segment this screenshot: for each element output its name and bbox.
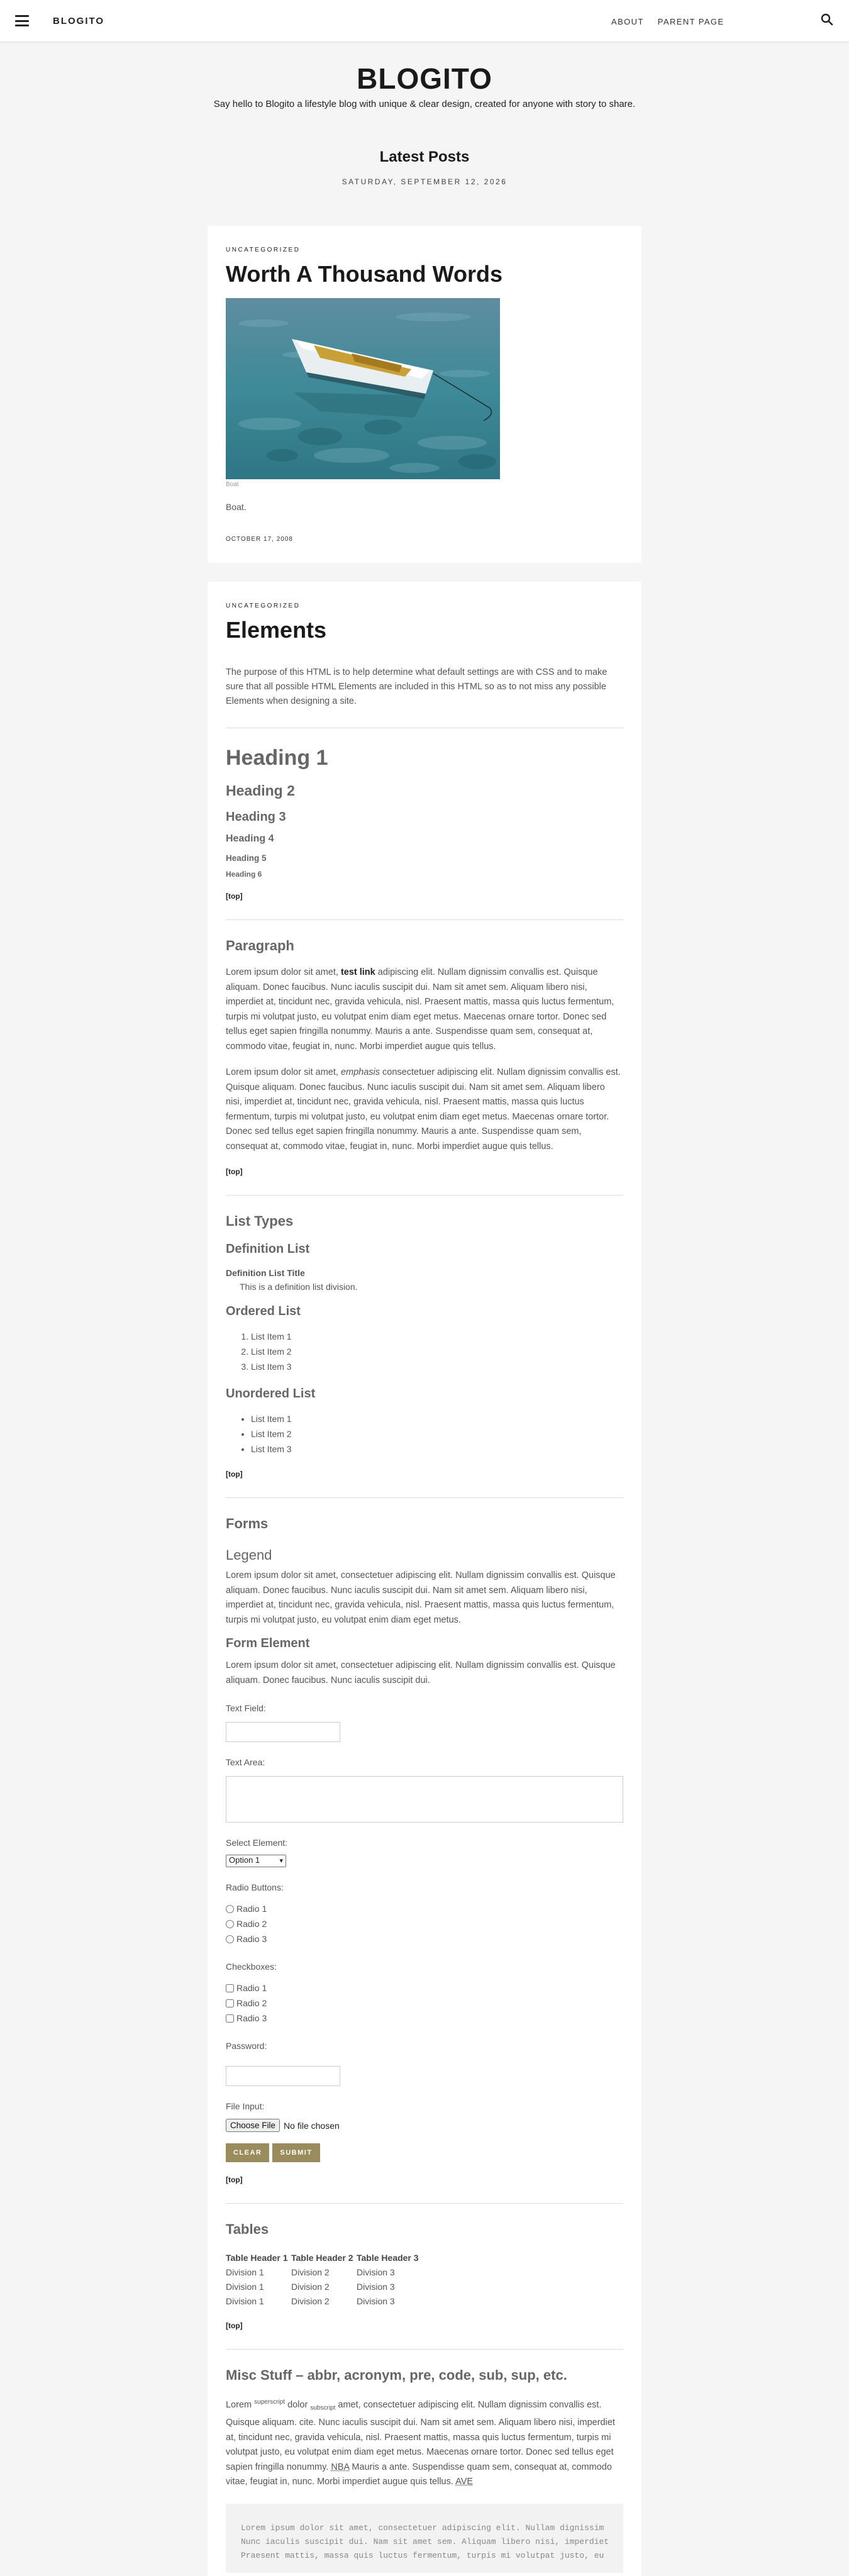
table-cell: Division 3 (357, 2267, 395, 2277)
site-header (0, 0, 849, 42)
top-link[interactable]: [top] (226, 1167, 243, 1176)
forms-heading: Forms (226, 1516, 269, 1531)
table-header: Table Header 2 (291, 2252, 353, 2263)
text-area-label: Text Area: (226, 1757, 265, 1767)
tables-heading: Tables (226, 2221, 269, 2237)
cite-text: cite (299, 2418, 314, 2428)
post-title[interactable]: Elements (226, 617, 327, 643)
post-card (208, 226, 641, 563)
list-item: 3. List Item 3 (251, 1359, 623, 1374)
paragraph-heading: Paragraph (226, 938, 294, 953)
table-row (226, 2279, 422, 2294)
top-link[interactable]: [top] (226, 1470, 243, 1479)
latest-posts-heading: Latest Posts (379, 148, 470, 165)
choose-file-button[interactable]: Choose File (226, 2119, 280, 2132)
checkboxes-label: Checkboxes: (226, 1962, 277, 1972)
heading-2: Heading 2 (226, 782, 295, 799)
misc-paragraph: Lorem $^{superscript}$ dolor $_{subscript}$ amet, consectetuer adipiscing elit. Nullam dignissim convallis est. Quisque aliquam. cite. Nunc iaculis suscipit dui. Nam sit amet sem. Aliquam libero nisi, imperdiet at, tincidunt nec, gravida vehicula, nisl. Praesent mattis, massa quis luctus fermentum, turpis mi volutpat justo, eu volutpat enim diam eget metus. Maecenas ornare tortor. Donec sed tellus eget sapien fringilla nonummy. NBA Mauris a ante. Suspendisse quam sem, consequat at, commodo vitae, feugiat in, nunc. Morbi imperdiet augue quis tellus. AVE (226, 2399, 615, 2487)
radio-group (226, 1901, 623, 1946)
checkbox-option[interactable]: Radio 1 (226, 1980, 623, 1996)
table-cell: Division 3 (357, 2296, 395, 2306)
table-row (226, 2294, 422, 2308)
brand-logo[interactable]: BLOGITO (53, 16, 105, 26)
clear-button[interactable]: CLEAR (226, 2143, 269, 2162)
table-cell: Division 3 (357, 2281, 395, 2292)
boat-photo (226, 298, 500, 479)
table-row (226, 2265, 422, 2279)
table-header: Table Header 3 (357, 2252, 419, 2263)
table-cell: Division 1 (226, 2296, 264, 2306)
heading-1: Heading 1 (226, 746, 328, 770)
heading-5: Heading 5 (226, 853, 267, 863)
superscript-text: superscript (254, 2399, 286, 2406)
heading-4: Heading 4 (226, 833, 274, 844)
legend: Legend (226, 1547, 272, 1563)
radio-buttons-label: Radio Buttons: (226, 1882, 284, 1892)
heading-3: Heading 3 (226, 810, 286, 824)
top-link[interactable]: [top] (226, 2321, 243, 2330)
post-excerpt: Boat. (226, 502, 247, 512)
definition-description: This is a definition list division. (240, 1282, 358, 1292)
radio-option[interactable]: Radio 1 (226, 1901, 623, 1916)
definition-list-heading: Definition List (226, 1242, 310, 1256)
test-link[interactable]: test link (340, 967, 375, 977)
data-table (226, 2250, 422, 2308)
select-label: Select Element: (226, 1838, 288, 1848)
divider (226, 1195, 623, 1196)
search-icon[interactable] (820, 13, 834, 26)
list-types-heading: List Types (226, 1213, 294, 1229)
site-title: BLOGITO (357, 62, 492, 95)
post-card (208, 582, 641, 2576)
checkbox-group (226, 1980, 623, 2026)
form-element-heading: Form Element (226, 1636, 310, 1650)
subscript-text: subscript (310, 2404, 336, 2412)
post-date[interactable]: OCTOBER 17, 2008 (226, 536, 293, 543)
divider (226, 1497, 623, 1498)
emphasis-text: emphasis (340, 1067, 380, 1077)
heading-6: Heading 6 (226, 870, 262, 879)
table-cell: Division 1 (226, 2281, 264, 2292)
table-header-row (226, 2250, 422, 2265)
unordered-list-heading: Unordered List (226, 1387, 316, 1401)
form-actions (226, 2143, 623, 2162)
radio-option[interactable]: Radio 2 (226, 1916, 623, 1931)
forms-paragraph: Lorem ipsum dolor sit amet, consectetuer adipiscing elit. Nullam dignissim convallis est. Quisque aliquam. Donec faucibus. Nunc iaculis suscipit dui. Nam sit amet sem. Aliquam libero nisi, imperdiet at, tincidunt nec, gravida vehicula, nisl. Praesent mattis, massa quis luctus fermentum, turpis mi volutpat justo, eu volutpat enim diam eget metus. (226, 1570, 616, 1625)
top-link[interactable]: [top] (226, 2175, 243, 2184)
abbr-nba: NBA (331, 2462, 350, 2472)
nav-about[interactable]: ABOUT (611, 17, 644, 26)
site-tagline: Say hello to Blogito a lifestyle blog with unique & clear design, created for anyone with story to share. (213, 99, 636, 109)
list-item: • List Item 1 (251, 1411, 623, 1426)
hamburger-icon[interactable] (15, 15, 29, 26)
primary-nav (611, 17, 724, 26)
top-link[interactable]: [top] (226, 892, 243, 901)
password-label: Password: (226, 2041, 267, 2051)
file-input (226, 2119, 623, 2132)
checkbox-option[interactable]: Radio 3 (226, 2011, 623, 2026)
table-cell: Division 2 (291, 2281, 330, 2292)
text-area[interactable] (226, 1776, 623, 1823)
divider (226, 919, 623, 920)
definition-term: Definition List Title (226, 1268, 305, 1278)
text-field-label: Text Field: (226, 1703, 266, 1713)
password-field[interactable] (226, 2066, 340, 2086)
paragraph-text: Lorem ipsum dolor sit amet, test link adipiscing elit. Nullam dignissim convallis est. Quisque aliquam. Donec faucibus. Nunc iaculis suscipit dui. Nam sit amet sem. Aliquam libero nisi, imperdiet at, tincidunt nec, gravida vehicula, nisl. Praesent mattis, massa quis luctus fermentum, turpis mi volutpat justo, eu volutpat enim diam eget metus. Maecenas ornare tortor. Donec sed tellus eget sapien fringilla nonummy. Mauris a ante. Suspendisse quam sem, consequat at, commodo vitae, feugiat in, nunc. Morbi imperdiet augue quis tellus. (226, 967, 614, 1052)
ordered-list-heading: Ordered List (226, 1304, 301, 1318)
misc-heading: Misc Stuff – abbr, acronym, pre, code, sub, sup, etc. (226, 2367, 567, 2383)
file-input-label: File Input: (226, 2101, 265, 2111)
table-header: Table Header 1 (226, 2252, 288, 2263)
list-item: • List Item 2 (251, 1426, 623, 1441)
file-status: No file chosen (284, 2120, 340, 2131)
checkbox-option[interactable]: Radio 2 (226, 1996, 623, 2011)
post-intro: The purpose of this HTML is to help determine what default settings are with CSS and to make sure that all possible HTML Elements are included in this HTML so as to not miss any possible Elements when designing a site. (226, 667, 608, 706)
table-cell: Division 2 (291, 2296, 330, 2306)
post-category[interactable]: UNCATEGORIZED (226, 602, 301, 609)
post-title[interactable]: Worth A Thousand Words (226, 261, 502, 287)
abbr-ave: AVE (455, 2477, 474, 2487)
list-item: 1. List Item 1 (251, 1329, 623, 1344)
radio-option[interactable]: Radio 3 (226, 1931, 623, 1946)
list-item: • List Item 3 (251, 1441, 623, 1457)
list-item: 2. List Item 2 (251, 1344, 623, 1359)
post-category[interactable]: UNCATEGORIZED (226, 247, 301, 253)
table-cell: Division 1 (226, 2267, 264, 2277)
current-date: SATURDAY, SEPTEMBER 12, 2026 (341, 177, 508, 186)
photo-caption: Boat (226, 481, 239, 488)
ordered-list (226, 1329, 623, 1374)
form-element-paragraph: Lorem ipsum dolor sit amet, consectetuer adipiscing elit. Nullam dignissim convallis est. Quisque aliquam. Donec faucibus. Nunc iaculis suscipit dui. (226, 1660, 616, 1685)
divider (226, 2203, 623, 2204)
chevron-down-icon: ▾ (279, 1857, 283, 1865)
submit-button[interactable]: SUBMIT (272, 2143, 319, 2162)
paragraph-text: Lorem ipsum dolor sit amet, emphasis consectetuer adipiscing elit. Nullam dignissim convallis est. Quisque aliquam. Donec faucibus. Nunc iaculis suscipit dui. Nam sit amet sem. Aliquam libero nisi, imperdiet at, tincidunt nec, gravida vehicula, nisl. Praesent mattis, massa quis luctus fermentum, turpis mi volutpat justo, eu volutpat enim diam eget metus. Maecenas ornare tortor. Donec sed tellus eget sapien fringilla nonummy. Mauris a ante. Suspendisse quam sem, consequat at, commodo vitae, feugiat in, nunc. Morbi imperdiet augue quis tellus. (226, 1067, 621, 1152)
divider (226, 2349, 623, 2350)
text-field[interactable] (226, 1722, 340, 1742)
table-cell: Division 2 (291, 2267, 330, 2277)
pre-block: Lorem ipsum dolor sit amet, consectetuer adipiscing elit. Nullam dignissim Nunc iaculis suscipit dui. Nam sit amet sem. Aliquam libero nisi, imperdiet Praesent mattis, massa quis luctus fermentum, turpis mi volutpat justo, eu (226, 2504, 623, 2573)
nav-parent-page[interactable]: PARENT PAGE (657, 17, 724, 26)
unordered-list (226, 1411, 623, 1457)
select-element[interactable]: Option 1 ▾ (226, 1855, 286, 1867)
